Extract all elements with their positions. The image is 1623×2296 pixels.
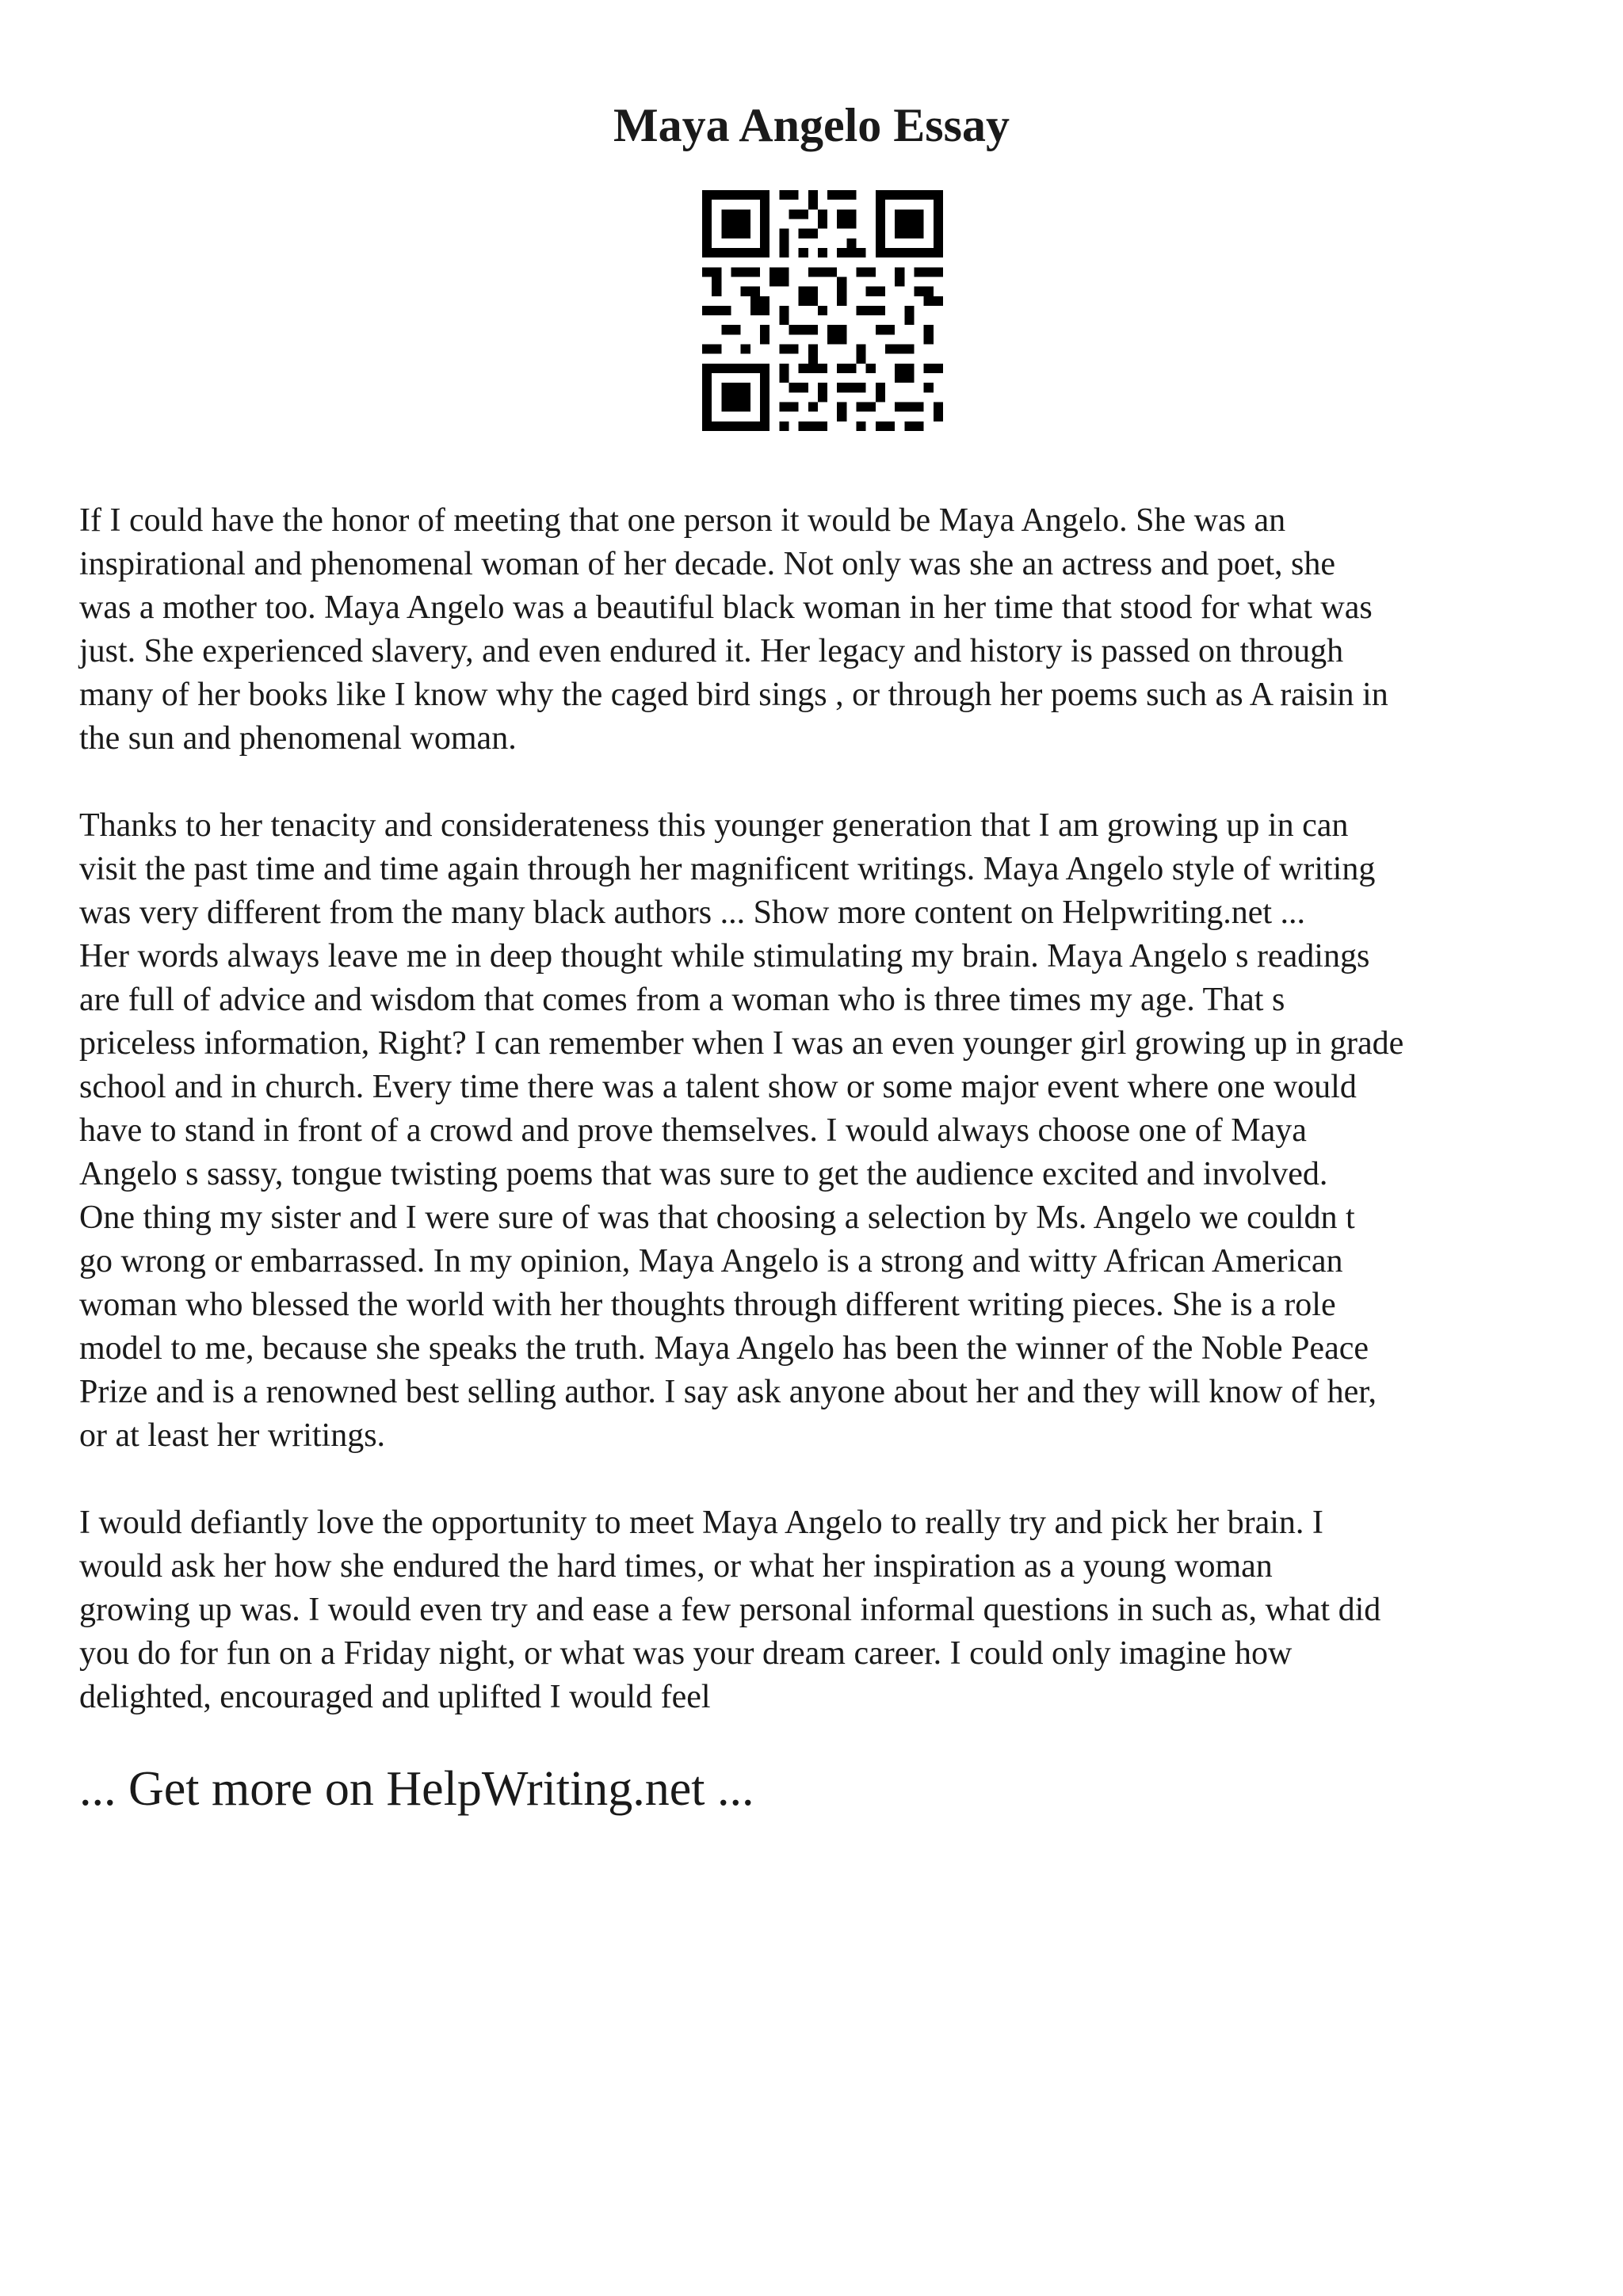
qr-code-icon [702,190,943,431]
qr-code-graphic [702,190,943,431]
get-more-link[interactable]: ... Get more on HelpWriting.net ... [79,1762,754,1816]
essay-body [79,499,1561,1719]
document-title: Maya Angelo Essay [613,99,1010,151]
paragraph-2: Thanks to her tenacity and considerateness this younger generation that I am growing up in can visit the past time and time again through her magnificent writings. Maya Angelo style of writing was very different from the many black authors ... Show more content on Helpwriting.net ... Her words always leave me in deep thought while stimulating my brain. Maya Angelo s readings are full of advice and wisdom that comes from a woman who is three times my age. That s priceless information, Right? I can remember when I was an even younger girl growing up in grade school and in church. Every time there was a talent show or some major event where one would have to stand in front of a crowd and prove themselves. I would always choose one of Maya Angelo s sassy, tongue twisting poems that was sure to get the audience excited and involved. One thing my sister and I were sure of was that choosing a selection by Ms. Angelo we couldn t go wrong or embarrassed. In my opinion, Maya Angelo is a strong and witty African American woman who blessed the world with her thoughts through different writing pieces. She is a role model to me, because she speaks the truth. Maya Angelo has been the winner of the Noble Peace Prize and is a renowned best selling author. I say ask anyone about her and they will know of her, or at least her writings. [79,807,1404,1454]
paragraph-1: If I could have the honor of meeting that one person it would be Maya Angelo. She was an inspirational and phenomenal woman of her decade. Not only was she an actress and poet, she was a mother too. Maya Angelo was a beautiful black woman in her time that stood for what was just. She experienced slavery, and even endured it. Her legacy and history is passed on through many of her books like I know why the caged bird sings , or through her poems such as A raisin in the sun and phenomenal woman. [79,502,1388,757]
paragraph-3: I would defiantly love the opportunity to meet Maya Angelo to really try and pick her brain. I would ask her how she endured the hard times, or what her inspiration as a young woman growing up was. I would even try and ease a few personal informal questions in such as, what did you do for fun on a Friday night, or what was your dream career. I could only imagine how delighted, encouraged and uplifted I would feel [79,1505,1381,1715]
